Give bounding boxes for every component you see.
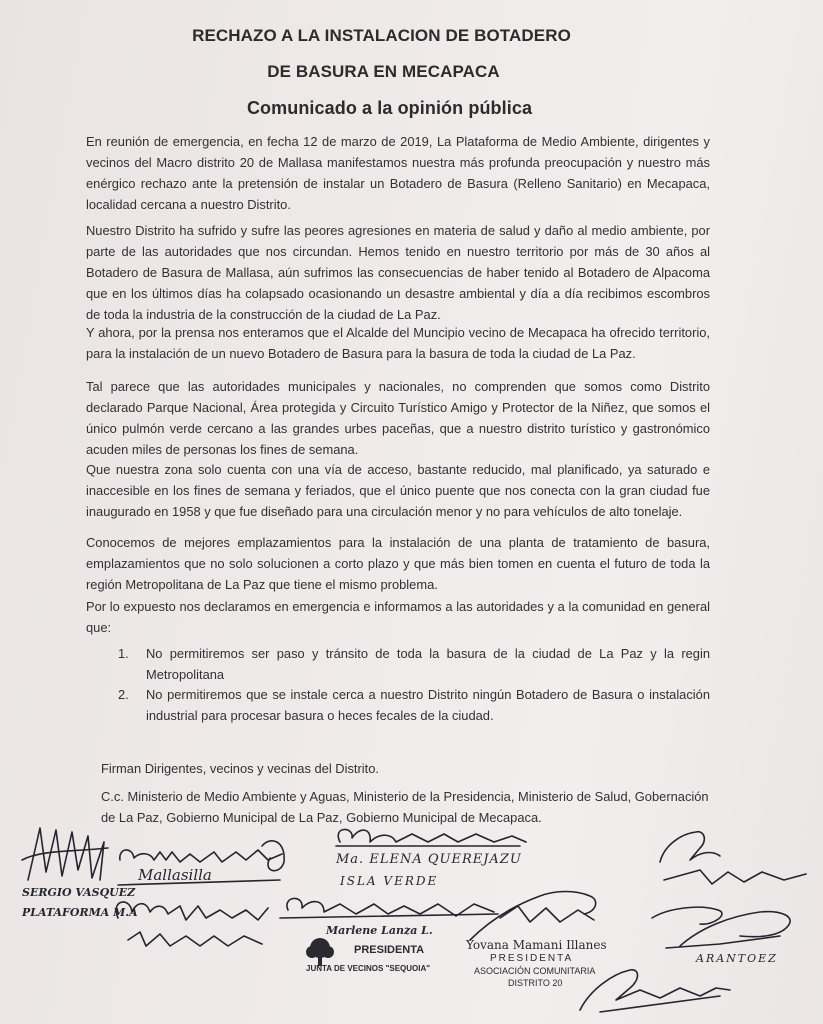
signature-scribble — [652, 907, 722, 924]
signature-handwritten: ARANTOEZ — [696, 952, 778, 965]
signature-scribble — [500, 906, 594, 922]
signature-scribble — [338, 829, 526, 842]
stamp-name: Marlene Lanza L. — [326, 924, 433, 937]
signature-scribble — [280, 914, 498, 918]
list-item-text: No permitiremos ser paso y tránsito de toda la basura de la ciudad de La Paz y la regin Metropolitana — [146, 646, 710, 682]
stamp-org: JUNTA DE VECINOS "SEQUOIA" — [306, 964, 431, 973]
signature-scribble — [664, 870, 806, 884]
signature-name: Ma. ELENA QUEREJAZU — [336, 852, 522, 867]
list-number: 2. — [118, 687, 129, 702]
signature-scribble — [262, 841, 284, 871]
stamp-org: ASOCIACIÓN COMUNITARIA — [474, 966, 596, 976]
stamp-role: PRESIDENTA — [354, 944, 425, 956]
signature-scribble — [660, 832, 720, 862]
signature-name: SERGIO VASQUEZ — [22, 886, 136, 899]
paragraph: Que nuestra zona solo cuenta con una vía de acceso, bastante reducido, mal planificado, ya saturado e inaccesible en los fines de semana y feriados, que el único puente que nos conecta con la gran ciudad fue inaugurado en 1958 y que fue diseñado para una circulación menor y no para vehículos de alto tonelaje. — [86, 462, 710, 519]
signature-handwritten: Mallasilla — [138, 866, 212, 884]
list-item-text: No permitiremos que se instale cerca a nuestro Distrito ningún Botadero de Basura o instalación industrial para procesar basura o heces fecales de la ciudad. — [146, 687, 710, 723]
tree-emblem — [306, 938, 334, 966]
signature-scribble — [116, 902, 268, 920]
signature-scribble — [287, 898, 494, 916]
signature-scribble — [666, 936, 780, 948]
signature-org: ISLA VERDE — [340, 874, 439, 888]
signed-by-line: Firman Dirigentes, vecinos y vecinas del Distrito. — [101, 761, 379, 776]
stamp-org: DISTRITO 20 — [508, 978, 563, 988]
signature-scribble — [470, 892, 596, 941]
stamp-name: Yovana Mamani Illanes — [466, 938, 607, 952]
signature-scribble — [120, 850, 282, 862]
cc-line: C.c. Ministerio de Medio Ambiente y Aguas, Ministerio de la Presidencia, Ministerio de Salud, Gobernación de La Paz, Gobierno Municipal de La Paz, Gobierno Municipal de Mecapaca. — [101, 789, 709, 825]
list-number: 1. — [118, 646, 129, 661]
document-subtitle: Comunicado a la opinión pública — [246, 98, 533, 118]
paragraph: Tal parece que las autoridades municipales y nacionales, no comprenden que somos como Distrito declarado Parque Nacional, Área protegida y Circuito Turístico Amigo y Protector de la Niñez, que somos el único pulmón verde cercano a las grandes urbes paceñas, que a nuestro distrito turístico y gastronómico acuden miles de personas los fines de semana. — [86, 379, 710, 457]
paragraph: En reunión de emergencia, en fecha 12 de marzo de 2019, La Plataforma de Medio Ambiente, dirigentes y vecinos del Macro distrito 20 de Mallasa manifestamos nuestra más profunda preocupación y nuestro más enérgico rechazo ante la pretensión de instalar un Botadero de Basura (Relleno Sanitario) en Mecapaca, localidad cercana a nuestro Distrito. — [86, 134, 710, 212]
signature-scribble — [128, 932, 262, 946]
stamp-role: PRESIDENTA — [490, 953, 574, 964]
paragraph: Por lo expuesto nos declaramos en emergencia e informamos a las autoridades y a la comunidad en general que: — [86, 599, 710, 635]
paragraph: Nuestro Distrito ha sufrido y sufre las peores agresiones en materia de salud y daño al medio ambiente, por parte de las autoridades que nos circundan. Hemos tenido en nuestro territorio por más de 30 años al Botadero de Basura de Mallasa, aún sufrimos las consecuencias de haber tenido al Botadero de Alpacoma que en los últimos días ha colapsado ocasionando un desastre ambiental y día a día recibimos escombros de toda la industria de la construcción de la ciudad de La Paz. — [86, 223, 710, 322]
signature-scribble — [680, 912, 790, 946]
signature-org: PLATAFORMA M.A — [22, 906, 138, 919]
paragraph: Y ahora, por la prensa nos enteramos que el Alcalde del Muncipio vecino de Mecapaca ha ofrecido territorio, para la instalación de un nuevo Botadero de Basura para la basura de toda la ciudad de La Paz. — [86, 325, 710, 361]
paragraph: Conocemos de mejores emplazamientos para la instalación de una planta de tratamiento de basura, emplazamientos que no solo solucionen a corto plazo y que más bien tomen en cuenta el futuro de toda la región Metropolitana de La Paz que tiene el mismo problema. — [86, 535, 710, 592]
document-title-line2: DE BASURA EN MECAPACA — [267, 62, 500, 81]
document-title-line1: RECHAZO A LA INSTALACION DE BOTADERO — [192, 26, 571, 45]
